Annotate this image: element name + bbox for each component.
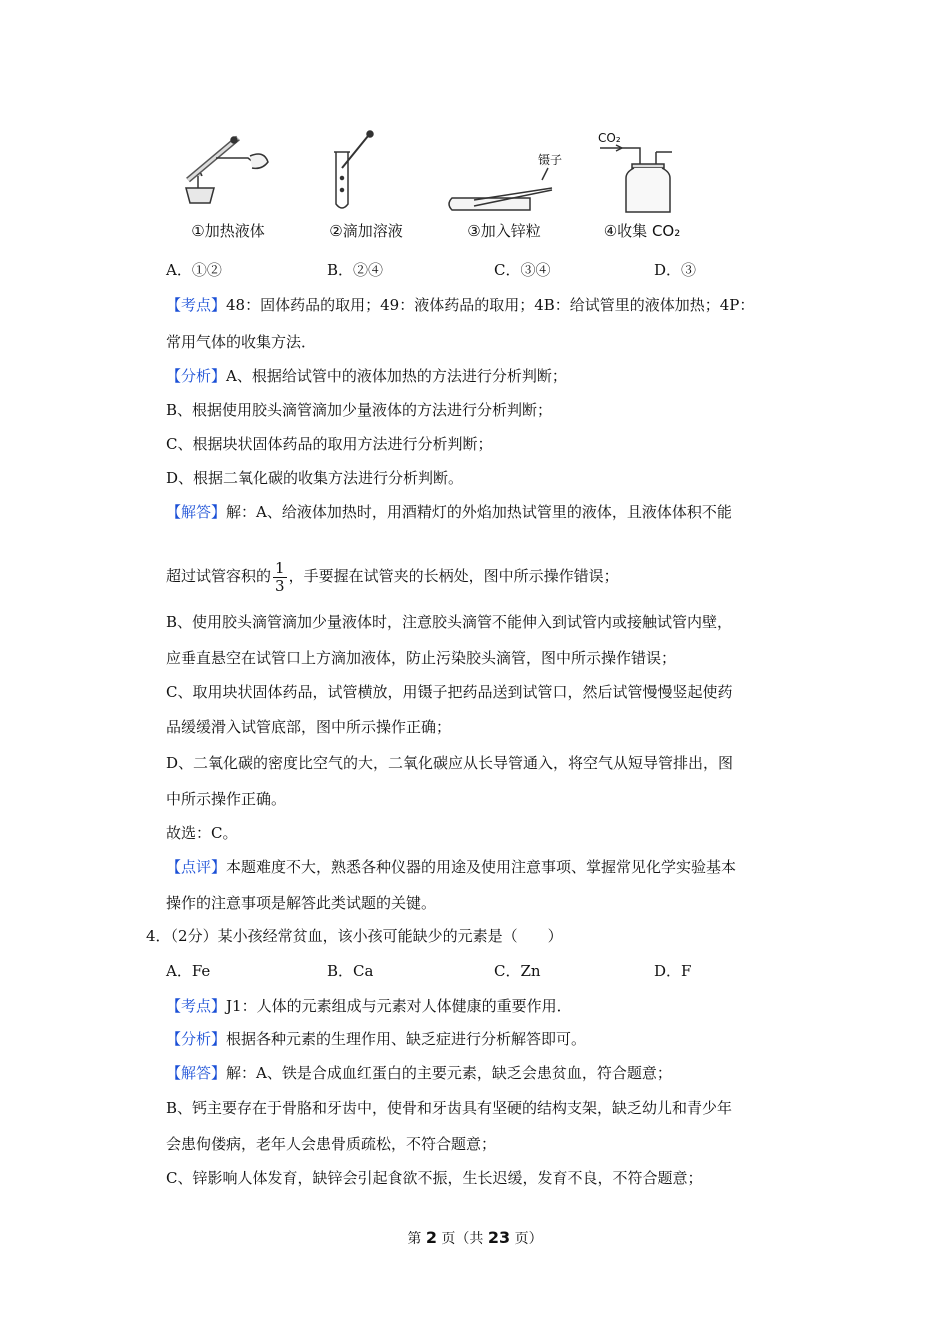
jieda-text: 解：A、铁是合成血红蛋白的主要元素，缺乏会患贫血，符合题意； (226, 1064, 672, 1082)
q4-option-a: A．Fe (166, 962, 211, 980)
figure-dropper (306, 128, 426, 248)
kaodian-text: 48：固体药品的取用；49：液体药品的取用；4B：给试管里的液体加热；4P： (226, 296, 755, 314)
kaodian-text: J1：人体的元素组成与元素对人体健康的重要作用． (226, 997, 572, 1015)
q3-fenxi-c: C、根据块状固体药品的取用方法进行分析判断； (166, 435, 493, 453)
dropper-icon (306, 128, 426, 218)
q3-option-b: B．②④ (327, 261, 384, 279)
fenxi-text: 根据各种元素的生理作用、缺乏症进行分析解答即可。 (226, 1030, 587, 1048)
q3-fenxi-d: D、根据二氧化碳的收集方法进行分析判断。 (166, 469, 464, 487)
figure-row (168, 128, 728, 248)
kaodian-tag: 【考点】 (166, 296, 227, 314)
q3-fenxi-b: B、根据使用胶头滴管滴加少量液体的方法进行分析判断； (166, 401, 553, 419)
q3-answer: 故选：C。 (166, 824, 238, 842)
q3-jieda (166, 501, 732, 523)
q3-jieda-c1: C、取用块状固体药品，试管横放，用镊子把药品送到试管口，然后试管慢慢竖起使药 (166, 683, 733, 701)
q3-dianping-cont: 操作的注意事项是解答此类试题的关键。 (166, 894, 437, 912)
q4-jieda (166, 1062, 672, 1084)
q3-option-c: C．③④ (494, 261, 551, 279)
figure-caption: ①加热液体 (191, 222, 265, 240)
q3-kaodian-cont: 常用气体的收集方法． (166, 333, 317, 351)
co2-label: CO₂ (598, 131, 621, 145)
q3-jieda-b1: B、使用胶头滴管滴加少量液体时，注意胶头滴管不能伸入到试管内或接触试管内壁， (166, 613, 733, 631)
q3-jieda-a2 (166, 556, 619, 596)
tweezers-label: 镊子 (538, 153, 563, 167)
jieda-tag: 【解答】 (166, 503, 227, 521)
jieda-tag: 【解答】 (166, 1064, 227, 1082)
dianping-tag: 【点评】 (166, 858, 227, 876)
q3-jieda-d1: D、二氧化碳的密度比空气的大，二氧化碳应从长导管通入，将空气从短导管排出，图 (166, 754, 734, 772)
q3-jieda-b2: 应垂直悬空在试管口上方滴加液体，防止污染胶头滴管，图中所示操作错误； (166, 649, 677, 667)
fraction-one-third (273, 560, 287, 595)
q3-fenxi (166, 365, 567, 387)
q4-kaodian (166, 995, 572, 1017)
q3-jieda-d2: 中所示操作正确。 (166, 790, 287, 808)
fraction-denominator: 3 (275, 576, 285, 595)
q4-fenxi (166, 1028, 586, 1050)
fenxi-tag: 【分析】 (166, 367, 227, 385)
q3-dianping (166, 856, 736, 878)
fenxi-text: A、根据给试管中的液体加热的方法进行分析判断； (226, 367, 567, 385)
heating-tube-icon (168, 128, 288, 218)
q4-option-d: D．F (654, 962, 692, 980)
page-footer (0, 1228, 950, 1248)
kaodian-tag: 【考点】 (166, 997, 227, 1015)
q4-option-c: C．Zn (494, 962, 541, 980)
jieda-text: 解：A、给液体加热时，用酒精灯的外焰加热试管里的液体，且液体体积不能 (226, 503, 732, 521)
footer-mid: 页（共 (436, 1231, 488, 1247)
figure-collect-co2 (582, 128, 702, 248)
q3-jieda-c2: 品缓缓滑入试管底部，图中所示操作正确； (166, 718, 452, 736)
page-number: 2 (425, 1228, 437, 1247)
q3-option-a: A．①② (166, 261, 222, 279)
dianping-text: 本题难度不大，熟悉各种仪器的用途及使用注意事项、掌握常见化学实验基本 (226, 858, 737, 876)
figure-zinc (444, 128, 564, 248)
figure-caption: ③加入锌粒 (467, 222, 541, 240)
q4-jieda-b1: B、钙主要存在于骨胳和牙齿中，使骨和牙齿具有坚硬的结构支架，缺乏幼儿和青少年 (166, 1099, 733, 1117)
fraction-numerator: 1 (275, 558, 285, 577)
q4-jieda-b2: 会患佝偻病，老年人会患骨质疏松，不符合题意； (166, 1135, 497, 1153)
page-total: 23 (487, 1228, 511, 1247)
q3-kaodian (166, 294, 754, 316)
q3-option-d: D．③ (654, 261, 697, 279)
fenxi-tag: 【分析】 (166, 1030, 227, 1048)
jieda-a2-pre: 超过试管容积的 (166, 567, 272, 585)
tweezers-tube-icon (444, 128, 574, 218)
q4-jieda-c: C、锌影响人体发育，缺锌会引起食欲不振，生长迟缓，发育不良，不符合题意； (166, 1169, 703, 1187)
footer-pre: 第 (407, 1231, 426, 1247)
figure-caption: ④收集 CO₂ (603, 222, 681, 240)
jieda-a2-post: ，手要握在试管夹的长柄处，图中所示操作错误； (288, 567, 619, 585)
footer-post: 页） (510, 1231, 543, 1247)
figure-caption: ②滴加溶液 (329, 222, 403, 240)
q4-stem: 4．（2分）某小孩经常贫血，该小孩可能缺少的元素是（ ） (146, 927, 563, 945)
figure-heating-liquid (168, 128, 288, 248)
gas-bottle-icon (582, 128, 702, 218)
q4-option-b: B．Ca (327, 962, 374, 980)
